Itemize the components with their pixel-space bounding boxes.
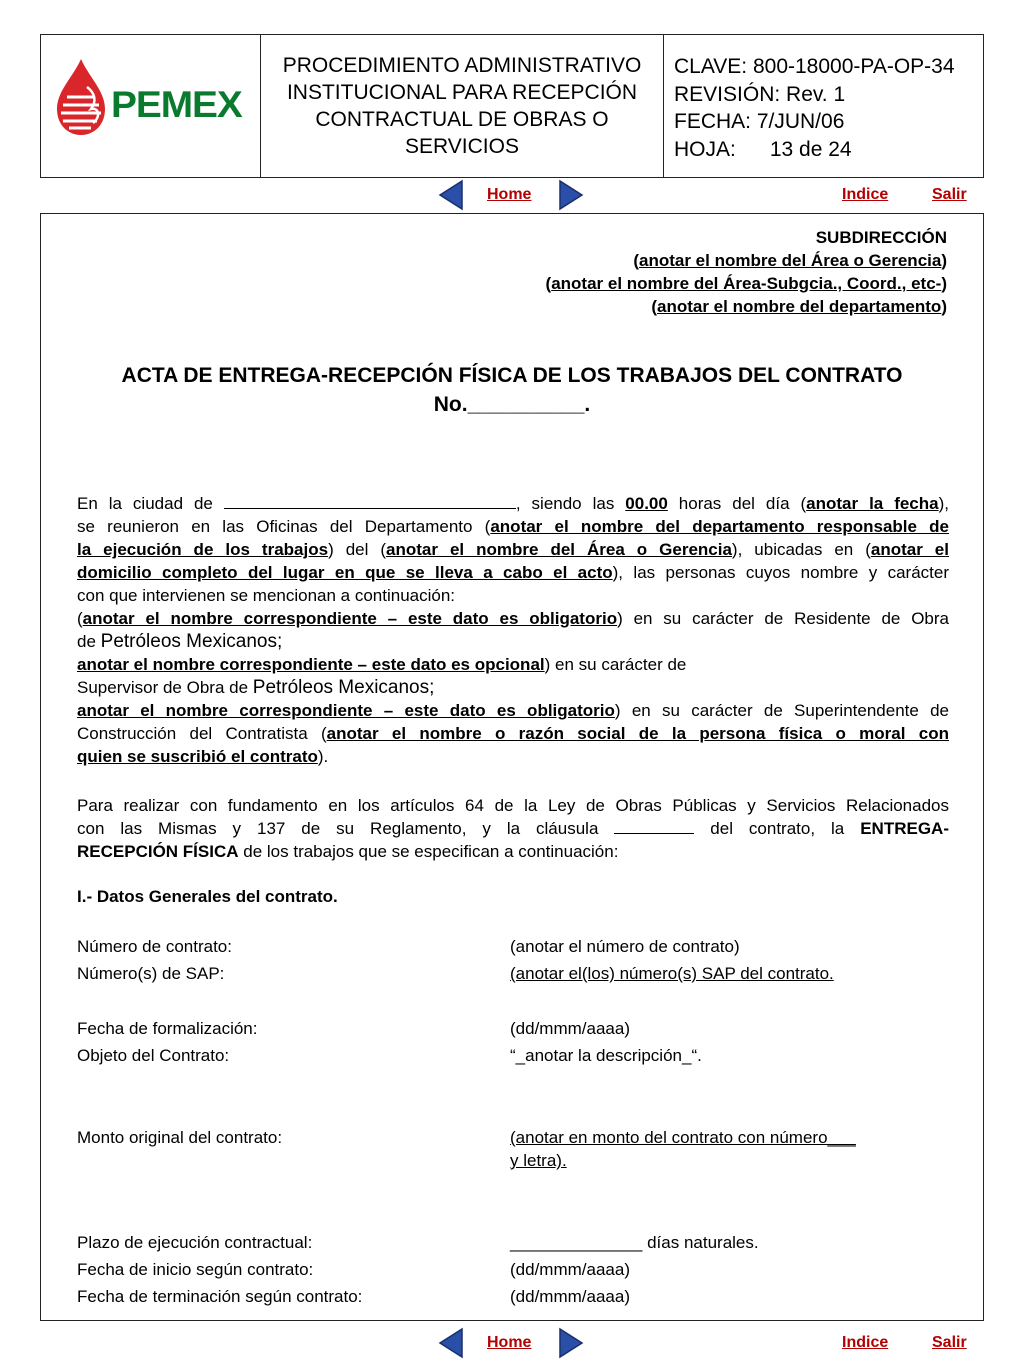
field-value: (anotar en monto del contrato con número___: [510, 1128, 856, 1147]
document-header: [40, 34, 984, 178]
contratista-field: anotar el nombre o razón social de la persona física o moral con: [326, 724, 949, 743]
p1-line: [77, 745, 949, 768]
city-blank: [224, 493, 516, 509]
top-nav: [0, 179, 1024, 211]
title-line: CONTRACTUAL DE OBRAS O: [315, 108, 609, 131]
text: de los trabajos que se especifican a continuación:: [238, 842, 619, 861]
residente-field: anotar el nombre correspondiente – este dato es obligatorio: [82, 609, 618, 628]
departamento-text: anotar el nombre del departamento: [656, 297, 942, 316]
text: Construcción del Contratista (: [77, 724, 327, 743]
bottom-nav: [0, 1327, 1024, 1359]
text: se reunieron en las Oficinas del Departamento (: [77, 517, 491, 536]
text: del contrato, la: [694, 819, 861, 838]
pemex-logo-text: PEMEX: [111, 84, 242, 125]
area-gerencia: (anotar el nombre del Área o Gerencia): [633, 251, 947, 270]
text: con que intervienen se mencionan a continuación:: [77, 586, 456, 605]
p1-line: [77, 653, 949, 676]
field-value: (dd/mmm/aaaa): [510, 1019, 630, 1038]
p2-line: [77, 794, 949, 817]
title-line: PROCEDIMIENTO ADMINISTRATIVO: [282, 54, 642, 77]
text: con las Mismas y 137 de su Reglamento, y la cláusula: [77, 819, 615, 838]
salir-link[interactable]: Salir: [932, 1334, 967, 1351]
text: ) en su carácter de Superintendente de: [614, 701, 949, 720]
text: , siendo las: [515, 494, 626, 513]
document-meta: [664, 35, 983, 177]
indice-link[interactable]: Indice: [842, 1334, 889, 1351]
address-field: anotar el: [870, 540, 949, 559]
text: ), ubicadas en (: [731, 540, 871, 559]
section-heading: I.- Datos Generales del contrato.: [77, 887, 338, 906]
p1-line: [77, 584, 949, 607]
p1-line: [77, 722, 949, 745]
field-label: Número(s) de SAP:: [77, 964, 225, 983]
field-label: Plazo de ejecución contractual:: [77, 1233, 313, 1252]
p1-line: [77, 699, 949, 722]
hour-field: 00.00: [625, 494, 668, 513]
text: Supervisor de Obra de: [77, 678, 253, 697]
prev-arrow-icon[interactable]: [438, 1327, 464, 1359]
area-subgcia: (anotar el nombre del Área-Subgcia., Coord., etc-): [545, 274, 947, 293]
hoja: [674, 136, 983, 164]
next-arrow-icon[interactable]: [558, 1327, 584, 1359]
prev-arrow-icon[interactable]: [438, 179, 464, 211]
supervisor-field: anotar el nombre correspondiente – este dato es opcional: [77, 655, 545, 674]
text: ), las personas cuyos nombre y carácter: [612, 563, 949, 582]
address-field-cont: domicilio completo del lugar en que se lleva a cabo el acto: [77, 563, 613, 582]
p2-line: [77, 840, 949, 863]
p1-line: [77, 538, 949, 561]
salir-link[interactable]: Salir: [932, 186, 967, 203]
procedure-title: [261, 35, 664, 177]
field-label: Fecha de formalización:: [77, 1019, 258, 1038]
clausula-blank: [614, 818, 694, 834]
indice-link[interactable]: Indice: [842, 186, 889, 203]
text: Petróleos Mexicanos;: [100, 631, 283, 652]
text: RECEPCIÓN FÍSICA: [77, 842, 239, 861]
subdireccion: SUBDIRECCIÓN: [815, 228, 947, 247]
field-label: Fecha de inicio según contrato:: [77, 1260, 314, 1279]
text: Petróleos Mexicanos;: [252, 677, 435, 698]
text: ) del (: [328, 540, 387, 559]
field-label: Objeto del Contrato:: [77, 1046, 230, 1065]
text: horas del día (: [667, 494, 807, 513]
text: de: [77, 632, 101, 651]
document-body: [40, 213, 984, 1321]
field-value: (anotar el(los) número(s) SAP del contrato.: [510, 964, 834, 983]
text: (: [77, 609, 83, 628]
text: Para realizar con fundamento en los artículos 64 de la Ley de Obras Públicas y Servicios Relacionados: [77, 796, 949, 815]
area-gerencia-text: anotar el nombre del Área o Gerencia: [639, 251, 942, 270]
p2-line: [77, 817, 949, 840]
fecha: FECHA: 7/JUN/06: [674, 110, 845, 133]
p1-line: [77, 515, 949, 538]
field-value: (dd/mmm/aaaa): [510, 1260, 630, 1279]
field-value: ______________ días naturales.: [510, 1233, 759, 1252]
field-label: Monto original del contrato:: [77, 1128, 283, 1147]
acta-paragraph-1: [77, 492, 949, 768]
superintendente-field: anotar el nombre correspondiente – este dato es obligatorio: [77, 701, 615, 720]
contratista-field-cont: quien se suscribió el contrato: [77, 747, 318, 766]
dept-field: anotar el nombre del departamento responsable de: [490, 517, 949, 536]
field-value: (anotar el número de contrato): [510, 937, 740, 956]
next-arrow-icon[interactable]: [558, 179, 584, 211]
hoja-value: 13 de 24: [769, 137, 852, 161]
pemex-logo-cell: [41, 35, 261, 177]
p1-line: [77, 561, 949, 584]
home-link[interactable]: Home: [487, 1334, 532, 1351]
clave: CLAVE: 800-18000-PA-OP-34: [674, 55, 955, 78]
area-field: anotar el nombre del Área o Gerencia: [386, 540, 732, 559]
acta-number: No.__________.: [433, 393, 591, 416]
revision: REVISIÓN: Rev. 1: [674, 82, 846, 106]
text: En la ciudad de: [77, 494, 224, 513]
departamento: (anotar el nombre del departamento): [651, 297, 947, 316]
p1-line: [77, 607, 949, 630]
text: ).: [317, 747, 329, 766]
field-value: “_anotar la descripción_“.: [510, 1046, 702, 1065]
text: ) en su carácter de: [544, 655, 687, 674]
date-field: anotar la fecha: [806, 494, 939, 513]
text: ),: [938, 494, 949, 513]
home-link[interactable]: Home: [487, 186, 532, 203]
title-line: INSTITUCIONAL PARA RECEPCIÓN: [286, 81, 638, 104]
acta-paragraph-2: [77, 794, 949, 863]
hoja-label: HOJA:: [674, 137, 736, 161]
text: ) en su carácter de Residente de Obra: [617, 609, 949, 628]
field-value-cont: y letra).: [510, 1151, 567, 1170]
area-subgcia-text: anotar el nombre del Área-Subgcia., Coord., etc-: [551, 274, 942, 293]
p1-line: [77, 492, 949, 515]
text: ENTREGA-: [860, 819, 949, 838]
title-line: SERVICIOS: [405, 135, 519, 158]
field-label: Fecha de terminación según contrato:: [77, 1287, 363, 1306]
dept-field-cont: la ejecución de los trabajos: [77, 540, 329, 559]
p1-line: [77, 676, 949, 699]
field-label: Número de contrato:: [77, 937, 232, 956]
field-value: (dd/mmm/aaaa): [510, 1287, 630, 1306]
acta-title: ACTA DE ENTREGA-RECEPCIÓN FÍSICA DE LOS TRABAJOS DEL CONTRATO: [121, 364, 903, 387]
pemex-logo-icon: [51, 57, 111, 137]
p1-line: [77, 630, 949, 653]
